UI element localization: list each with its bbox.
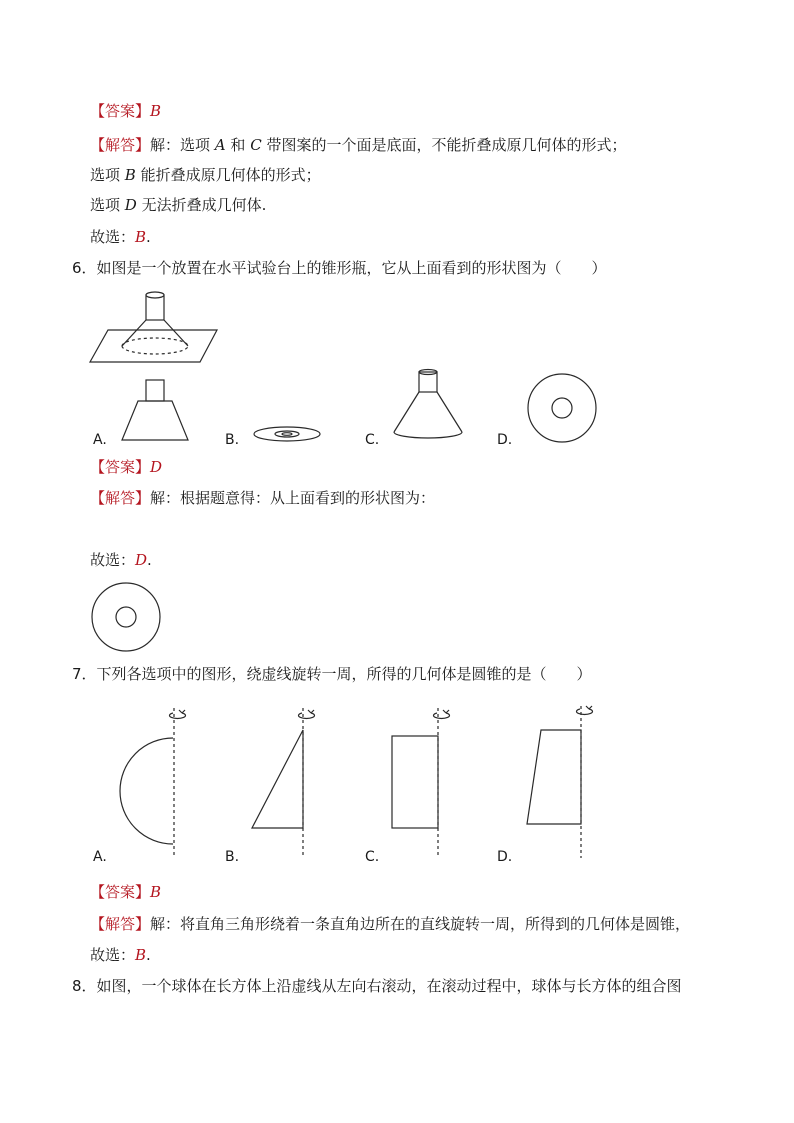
q7-answer-line (90, 882, 161, 902)
q5-solution-tag: 【解答】 (90, 136, 151, 154)
q6-option-d-label: D. (497, 432, 513, 448)
q5-answer-tag: 【答案】 (90, 102, 151, 120)
q6-conclusion-period: . (147, 551, 152, 569)
q6-solution-figure (91, 582, 161, 652)
q7-option-c-figure (390, 702, 470, 864)
q7-conclusion-label: 故选： (90, 946, 136, 964)
q6-option-b-figure (253, 424, 323, 444)
q7-option-b-label: B. (225, 849, 240, 865)
q5-option-ref-b: B (124, 166, 136, 184)
q7-option-d-label: D. (497, 849, 513, 865)
q7-option-b-figure (250, 702, 330, 864)
q6-solution-line (90, 488, 435, 508)
q7-conclusion (90, 945, 151, 965)
q6-conclusion-value: D (135, 551, 148, 569)
q6-answer-line (90, 457, 162, 477)
q6-option-a-figure (120, 380, 190, 442)
q7-option-a-figure (118, 702, 198, 864)
q6-answer-value: D (150, 458, 163, 476)
q7-answer-tag: 【答案】 (90, 883, 151, 901)
q7-solution-line (90, 914, 690, 934)
q6-solution-tag: 【解答】 (90, 489, 151, 507)
q7-solution-text: 解：将直角三角形绕着一条直角边所在的直线旋转一周，所得到的几何体是圆锥， (150, 915, 691, 933)
q6-flask-figure (90, 286, 220, 366)
q5-solution-text: 选项 (90, 166, 125, 184)
q6-option-b-label: B. (225, 432, 240, 448)
q5-solution-line-1 (90, 135, 626, 155)
q5-solution-text: 无法折叠成几何体. (136, 196, 267, 214)
q6-option-c-figure (392, 368, 464, 440)
q5-solution-text: 能折叠成原几何体的形式； (135, 166, 321, 184)
q5-solution-line-3 (90, 195, 266, 215)
q6-solution-text: 解：根据题意得：从上面看到的形状图为： (150, 489, 436, 507)
q6-question: 6．如图是一个放置在水平试验台上的锥形瓶，它从上面看到的形状图为（ ） (72, 259, 607, 277)
q5-solution-line-2 (90, 165, 321, 185)
q6-conclusion (90, 550, 152, 570)
q6-option-c-label: C. (365, 432, 380, 448)
q7-conclusion-period: . (146, 946, 151, 964)
q7-solution-tag: 【解答】 (90, 915, 151, 933)
q5-answer-value: B (150, 102, 162, 120)
q5-conclusion-value: B (135, 228, 147, 246)
q5-conclusion-period: . (146, 228, 151, 246)
q5-option-ref-c: C (250, 136, 262, 154)
q5-conclusion-label: 故选： (90, 228, 136, 246)
q7-option-d-figure (525, 700, 605, 862)
q6-option-d-figure (527, 373, 597, 443)
q6-option-a-label: A. (93, 432, 107, 448)
q5-option-ref-a: A (214, 136, 226, 154)
q5-conclusion (90, 227, 151, 247)
q6-conclusion-label: 故选： (90, 551, 136, 569)
q5-answer-line (90, 101, 161, 121)
q7-question: 7．下列各选项中的图形，绕虚线旋转一周，所得的几何体是圆锥的是（ ） (72, 665, 592, 683)
q5-option-ref-d: D (124, 196, 137, 214)
q5-solution-text: 解：选项 (150, 136, 215, 154)
q7-conclusion-value: B (135, 946, 147, 964)
q5-solution-text: 和 (225, 136, 251, 154)
q5-solution-text: 选项 (90, 196, 125, 214)
q7-answer-value: B (150, 883, 162, 901)
q6-answer-tag: 【答案】 (90, 458, 151, 476)
q7-option-c-label: C. (365, 849, 380, 865)
q7-option-a-label: A. (93, 849, 107, 865)
q5-solution-text: 带图案的一个面是底面，不能折叠成原几何体的形式； (261, 136, 627, 154)
q8-question: 8．如图，一个球体在长方体上沿虚线从左向右滚动，在滚动过程中，球体与长方体的组合图 (72, 977, 682, 995)
